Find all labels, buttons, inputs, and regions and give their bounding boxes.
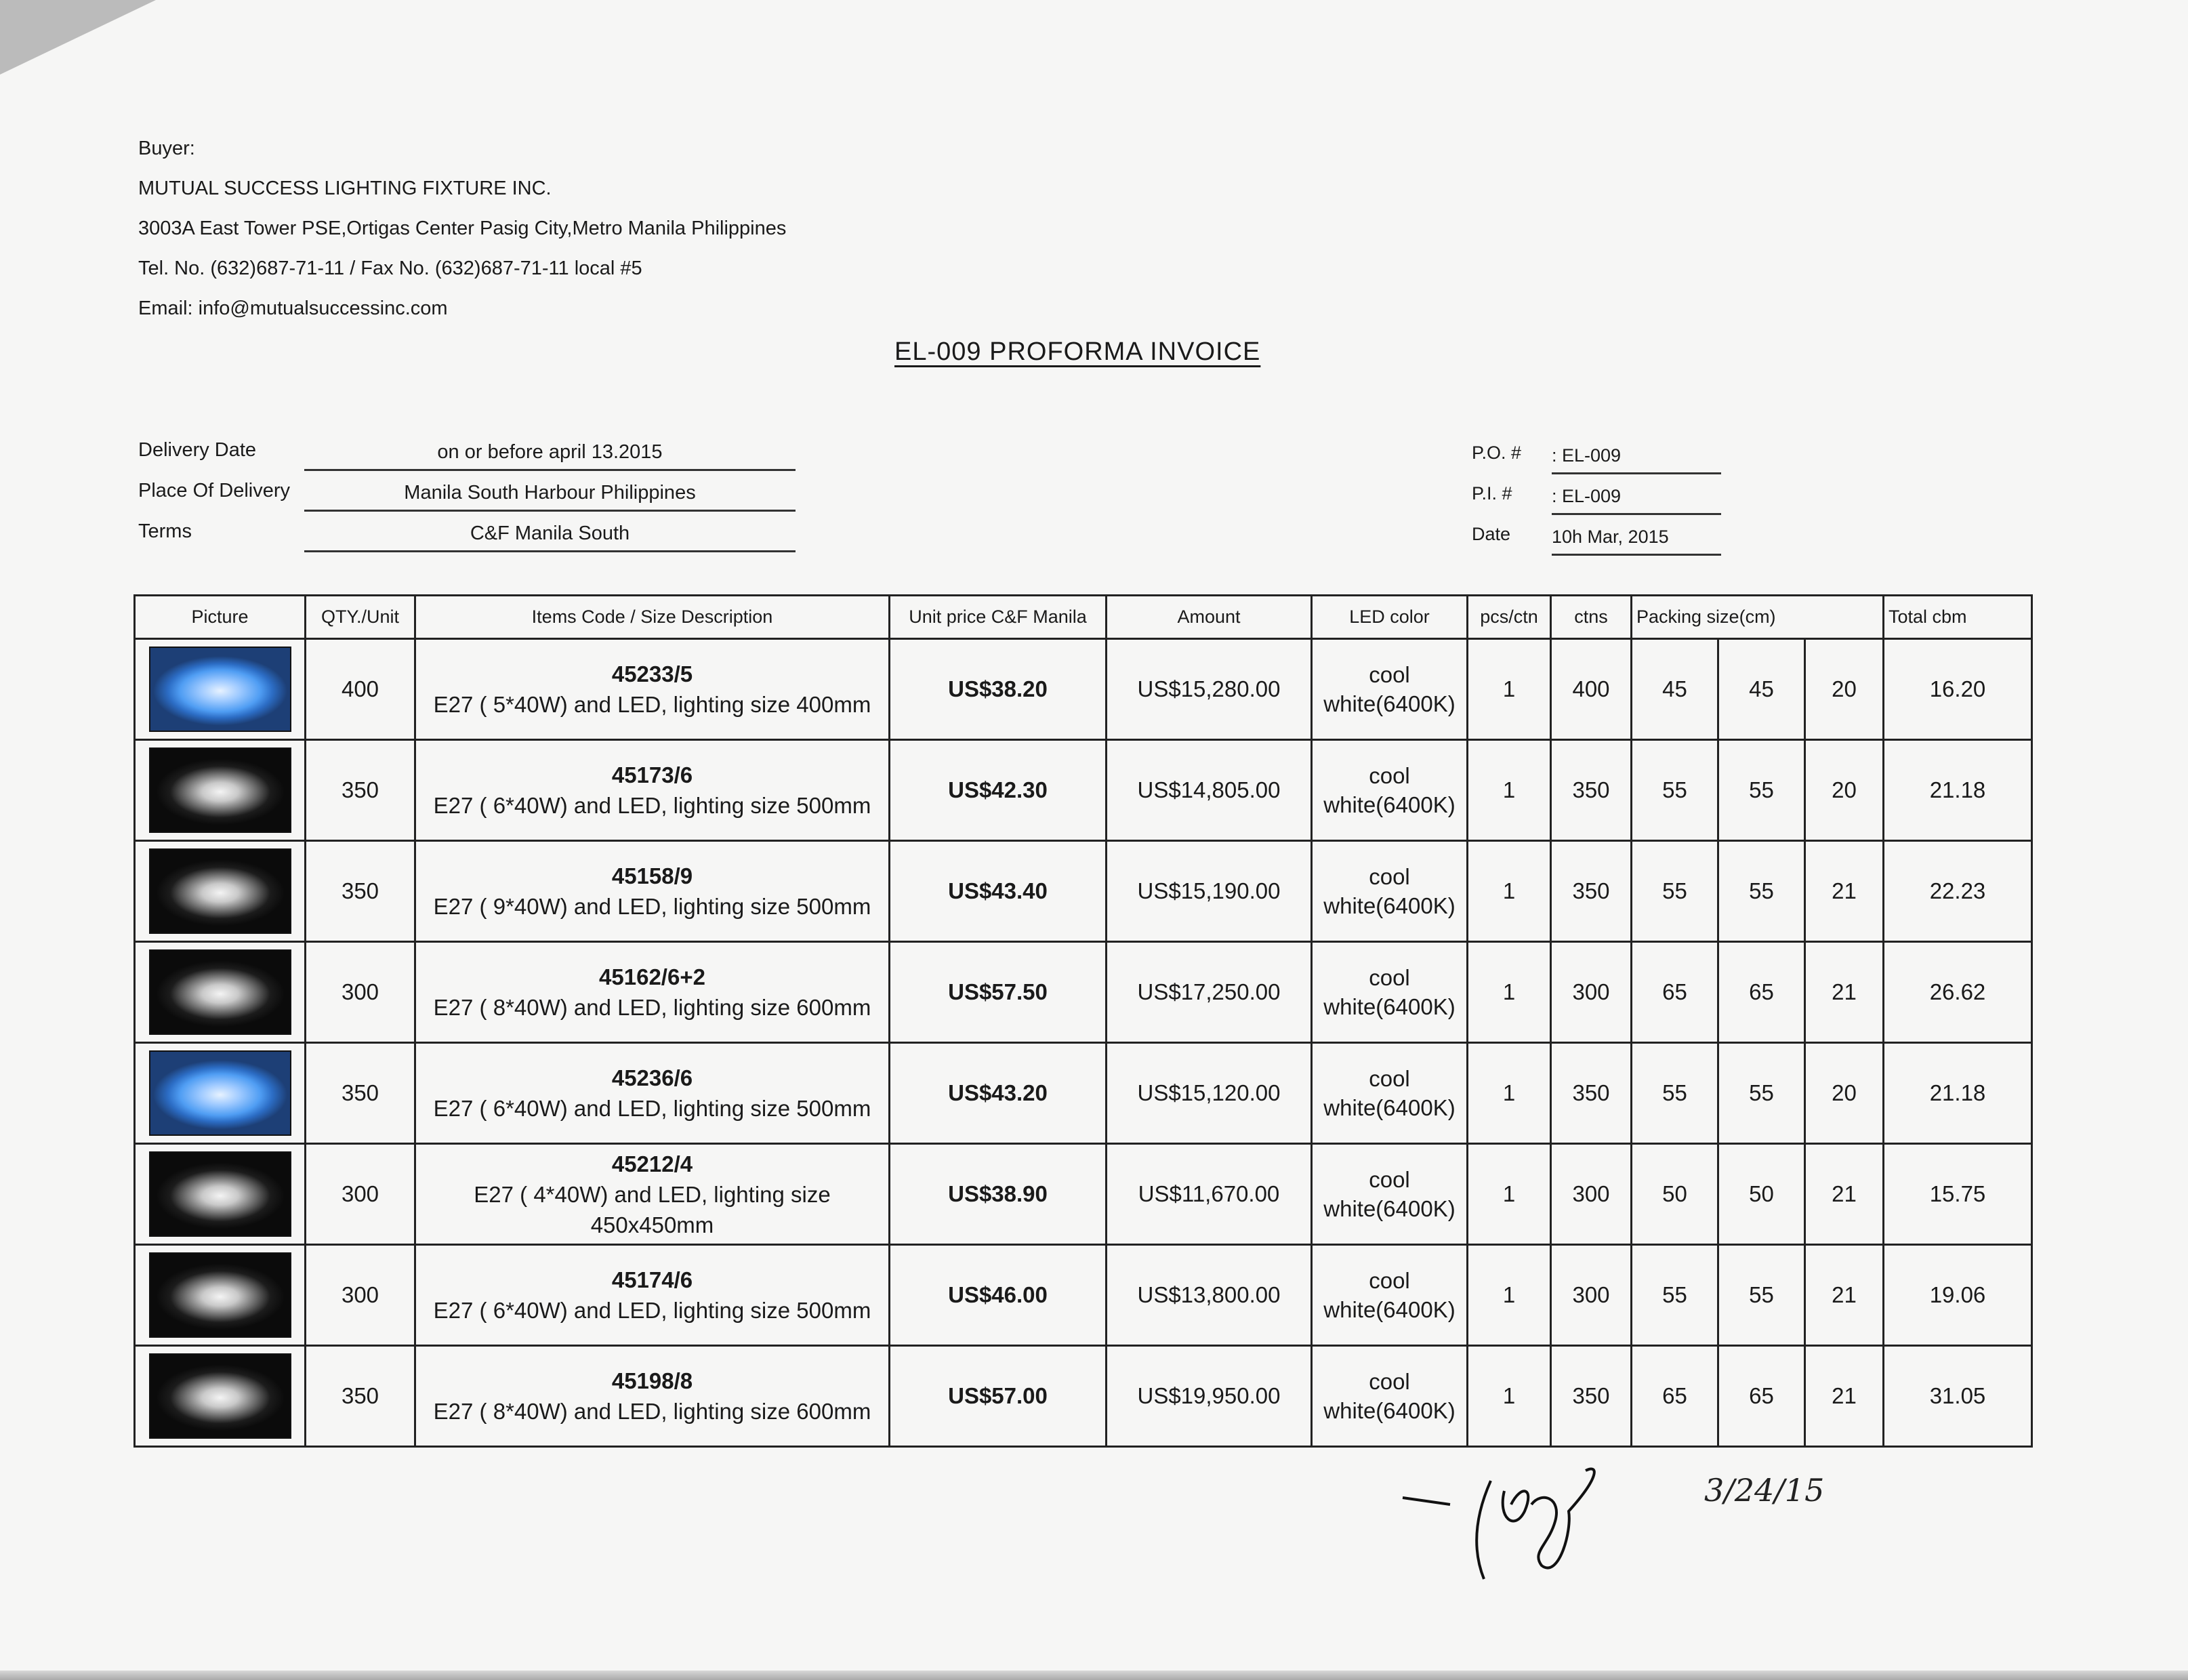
buyer-company: MUTUAL SUCCESS LIGHTING FIXTURE INC. (138, 178, 552, 199)
led-color-line-2: white(6400K) (1323, 1398, 1456, 1423)
cell-pcs-ctn: 1 (1468, 639, 1551, 740)
cell-unit-price: US$43.40 (890, 841, 1107, 942)
item-code: 45173/6 (611, 762, 693, 787)
cell-amount: US$11,670.00 (1107, 1144, 1312, 1245)
cell-amount: US$13,800.00 (1107, 1245, 1312, 1346)
cell-pcs-ctn: 1 (1468, 942, 1551, 1043)
cell-picture (135, 1043, 306, 1144)
table-row (135, 639, 2032, 740)
cell-packing-width: 55 (1718, 841, 1805, 942)
ceiling-lamp-image (149, 1252, 291, 1338)
buyer-block (138, 129, 786, 329)
item-code: 45162/6+2 (599, 964, 705, 989)
led-color-line-1: cool (1369, 965, 1410, 990)
cell-ctns: 350 (1551, 1043, 1632, 1144)
header-unit-price: Unit price C&F Manila (890, 596, 1107, 639)
cell-packing-width: 65 (1718, 942, 1805, 1043)
led-color-line-1: cool (1369, 662, 1410, 687)
cell-description (415, 1245, 890, 1346)
scan-shadow (0, 0, 156, 75)
cell-packing-width: 45 (1718, 639, 1805, 740)
item-description: E27 ( 4*40W) and LED, lighting size 450x450mm (474, 1181, 831, 1237)
cell-qty: 400 (306, 639, 415, 740)
cell-amount: US$15,120.00 (1107, 1043, 1312, 1144)
cell-total-cbm: 21.18 (1884, 1043, 2032, 1144)
ceiling-lamp-image (149, 1050, 291, 1136)
cell-pcs-ctn: 1 (1468, 1043, 1551, 1144)
cell-packing-height: 21 (1805, 1245, 1884, 1346)
cell-picture (135, 639, 306, 740)
item-description: E27 ( 6*40W) and LED, lighting size 500mm (433, 1298, 871, 1323)
invoice-table (133, 594, 2033, 1448)
buyer-email: Email: info@mutualsuccessinc.com (138, 298, 448, 319)
po-label: P.O. # (1472, 443, 1522, 463)
cell-ctns: 300 (1551, 1245, 1632, 1346)
cell-unit-price: US$38.90 (890, 1144, 1107, 1245)
cell-led-color (1312, 841, 1468, 942)
cell-picture (135, 1144, 306, 1245)
cell-pcs-ctn: 1 (1468, 1144, 1551, 1245)
ceiling-lamp-image (149, 647, 291, 732)
led-color-line-1: cool (1369, 1369, 1410, 1394)
cell-qty: 300 (306, 942, 415, 1043)
cell-packing-length: 50 (1632, 1144, 1718, 1245)
item-code: 45198/8 (611, 1368, 693, 1393)
cell-pcs-ctn: 1 (1468, 1245, 1551, 1346)
signature-area (1396, 1450, 1870, 1589)
cell-ctns: 350 (1551, 841, 1632, 942)
cell-led-color (1312, 1245, 1468, 1346)
cell-total-cbm: 31.05 (1884, 1346, 2032, 1447)
cell-packing-length: 65 (1632, 942, 1718, 1043)
cell-led-color (1312, 740, 1468, 841)
header-picture: Picture (135, 596, 306, 639)
po-value: : EL-009 (1552, 438, 1721, 474)
invoice-date-value: 10h Mar, 2015 (1552, 520, 1721, 556)
header-qty: QTY./Unit (306, 596, 415, 639)
led-color-line-2: white(6400K) (1323, 994, 1456, 1019)
cell-amount: US$17,250.00 (1107, 942, 1312, 1043)
item-description: E27 ( 6*40W) and LED, lighting size 500mm (433, 1096, 871, 1121)
signature-date: 3/24/15 (1704, 1472, 1825, 1509)
led-color-line-2: white(6400K) (1323, 1095, 1456, 1120)
cell-total-cbm: 22.23 (1884, 841, 2032, 942)
cell-led-color (1312, 1144, 1468, 1245)
item-code: 45212/4 (611, 1151, 693, 1176)
cell-unit-price: US$57.50 (890, 942, 1107, 1043)
buyer-address: 3003A East Tower PSE,Ortigas Center Pasig City,Metro Manila Philippines (138, 218, 787, 239)
item-code: 45158/9 (611, 863, 693, 888)
cell-ctns: 300 (1551, 942, 1632, 1043)
handwritten-signature (1396, 1450, 1870, 1586)
cell-amount: US$15,190.00 (1107, 841, 1312, 942)
cell-unit-price: US$38.20 (890, 639, 1107, 740)
invoice-title: EL-009 PROFORMA INVOICE (894, 337, 1261, 366)
cell-description (415, 841, 890, 942)
cell-packing-width: 50 (1718, 1144, 1805, 1245)
item-description: E27 ( 9*40W) and LED, lighting size 500mm (433, 894, 871, 919)
cell-packing-width: 55 (1718, 1043, 1805, 1144)
led-color-line-2: white(6400K) (1323, 691, 1456, 716)
ceiling-lamp-image (149, 1151, 291, 1237)
cell-description (415, 1144, 890, 1245)
terms-label: Terms (138, 520, 192, 542)
invoice-date-label: Date (1472, 524, 1511, 544)
cell-amount: US$15,280.00 (1107, 639, 1312, 740)
table-row (135, 1144, 2032, 1245)
cell-pcs-ctn: 1 (1468, 1346, 1551, 1447)
cell-total-cbm: 15.75 (1884, 1144, 2032, 1245)
ceiling-lamp-image (149, 747, 291, 833)
cell-description (415, 942, 890, 1043)
table-row (135, 1245, 2032, 1346)
buyer-label: Buyer: (138, 138, 195, 159)
cell-total-cbm: 26.62 (1884, 942, 2032, 1043)
delivery-date-value: on or before april 13.2015 (304, 436, 796, 471)
cell-ctns: 300 (1551, 1144, 1632, 1245)
scan-edge (0, 1671, 2188, 1680)
cell-packing-length: 55 (1632, 1043, 1718, 1144)
led-color-line-2: white(6400K) (1323, 1196, 1456, 1221)
cell-qty: 350 (306, 1043, 415, 1144)
cell-amount: US$19,950.00 (1107, 1346, 1312, 1447)
cell-ctns: 400 (1551, 639, 1632, 740)
led-color-line-1: cool (1369, 763, 1410, 788)
place-of-delivery-label: Place Of Delivery (138, 480, 291, 501)
ceiling-lamp-image (149, 848, 291, 934)
cell-packing-length: 45 (1632, 639, 1718, 740)
led-color-line-1: cool (1369, 1268, 1410, 1293)
cell-packing-height: 21 (1805, 1346, 1884, 1447)
ceiling-lamp-image (149, 1353, 291, 1439)
cell-unit-price: US$42.30 (890, 740, 1107, 841)
cell-qty: 300 (306, 1245, 415, 1346)
table-row (135, 740, 2032, 841)
item-code: 45233/5 (611, 661, 693, 687)
led-color-line-1: cool (1369, 864, 1410, 889)
cell-picture (135, 1346, 306, 1447)
cell-led-color (1312, 1346, 1468, 1447)
cell-qty: 300 (306, 1144, 415, 1245)
cell-packing-height: 21 (1805, 841, 1884, 942)
cell-picture (135, 841, 306, 942)
cell-total-cbm: 19.06 (1884, 1245, 2032, 1346)
cell-description (415, 1346, 890, 1447)
table-row (135, 942, 2032, 1043)
header-pcs-ctn: pcs/ctn (1468, 596, 1551, 639)
cell-ctns: 350 (1551, 1346, 1632, 1447)
place-of-delivery-value: Manila South Harbour Philippines (304, 477, 796, 512)
cell-pcs-ctn: 1 (1468, 841, 1551, 942)
table-header-row (135, 596, 2032, 639)
cell-pcs-ctn: 1 (1468, 740, 1551, 841)
cell-amount: US$14,805.00 (1107, 740, 1312, 841)
table-row (135, 1346, 2032, 1447)
item-code: 45236/6 (611, 1065, 693, 1090)
pi-label: P.I. # (1472, 483, 1512, 504)
header-items: Items Code / Size Description (415, 596, 890, 639)
item-description: E27 ( 8*40W) and LED, lighting size 600mm (433, 1399, 871, 1424)
table-row (135, 1043, 2032, 1144)
cell-picture (135, 1245, 306, 1346)
cell-packing-width: 55 (1718, 740, 1805, 841)
cell-led-color (1312, 1043, 1468, 1144)
cell-unit-price: US$46.00 (890, 1245, 1107, 1346)
header-amount: Amount (1107, 596, 1312, 639)
cell-packing-length: 65 (1632, 1346, 1718, 1447)
led-color-line-2: white(6400K) (1323, 1297, 1456, 1322)
header-packing-size: Packing size(cm) (1632, 596, 1884, 639)
terms-value: C&F Manila South (304, 518, 796, 552)
cell-ctns: 350 (1551, 740, 1632, 841)
cell-description (415, 740, 890, 841)
header-led-color: LED color (1312, 596, 1468, 639)
header-ctns: ctns (1551, 596, 1632, 639)
table-row (135, 841, 2032, 942)
cell-packing-length: 55 (1632, 1245, 1718, 1346)
cell-total-cbm: 16.20 (1884, 639, 2032, 740)
cell-qty: 350 (306, 841, 415, 942)
item-code: 45174/6 (611, 1267, 693, 1292)
pi-value: : EL-009 (1552, 479, 1721, 515)
led-color-line-1: cool (1369, 1167, 1410, 1192)
cell-qty: 350 (306, 740, 415, 841)
cell-description (415, 639, 890, 740)
buyer-phone: Tel. No. (632)687-71-11 / Fax No. (632)687-71-11 local #5 (138, 258, 642, 279)
cell-packing-height: 21 (1805, 1144, 1884, 1245)
cell-packing-height: 20 (1805, 1043, 1884, 1144)
delivery-date-label: Delivery Date (138, 439, 257, 461)
item-description: E27 ( 5*40W) and LED, lighting size 400mm (433, 692, 871, 717)
cell-packing-width: 55 (1718, 1245, 1805, 1346)
cell-total-cbm: 21.18 (1884, 740, 2032, 841)
item-description: E27 ( 6*40W) and LED, lighting size 500mm (433, 793, 871, 818)
cell-packing-height: 20 (1805, 740, 1884, 841)
cell-led-color (1312, 639, 1468, 740)
cell-led-color (1312, 942, 1468, 1043)
cell-packing-width: 65 (1718, 1346, 1805, 1447)
cell-packing-length: 55 (1632, 740, 1718, 841)
ceiling-lamp-image (149, 949, 291, 1035)
cell-unit-price: US$57.00 (890, 1346, 1107, 1447)
cell-picture (135, 740, 306, 841)
cell-description (415, 1043, 890, 1144)
led-color-line-2: white(6400K) (1323, 792, 1456, 817)
item-description: E27 ( 8*40W) and LED, lighting size 600mm (433, 995, 871, 1020)
cell-picture (135, 942, 306, 1043)
led-color-line-2: white(6400K) (1323, 893, 1456, 918)
cell-qty: 350 (306, 1346, 415, 1447)
cell-packing-height: 20 (1805, 639, 1884, 740)
cell-packing-length: 55 (1632, 841, 1718, 942)
header-total-cbm: Total cbm (1884, 596, 2032, 639)
led-color-line-1: cool (1369, 1066, 1410, 1091)
cell-unit-price: US$43.20 (890, 1043, 1107, 1144)
cell-packing-height: 21 (1805, 942, 1884, 1043)
